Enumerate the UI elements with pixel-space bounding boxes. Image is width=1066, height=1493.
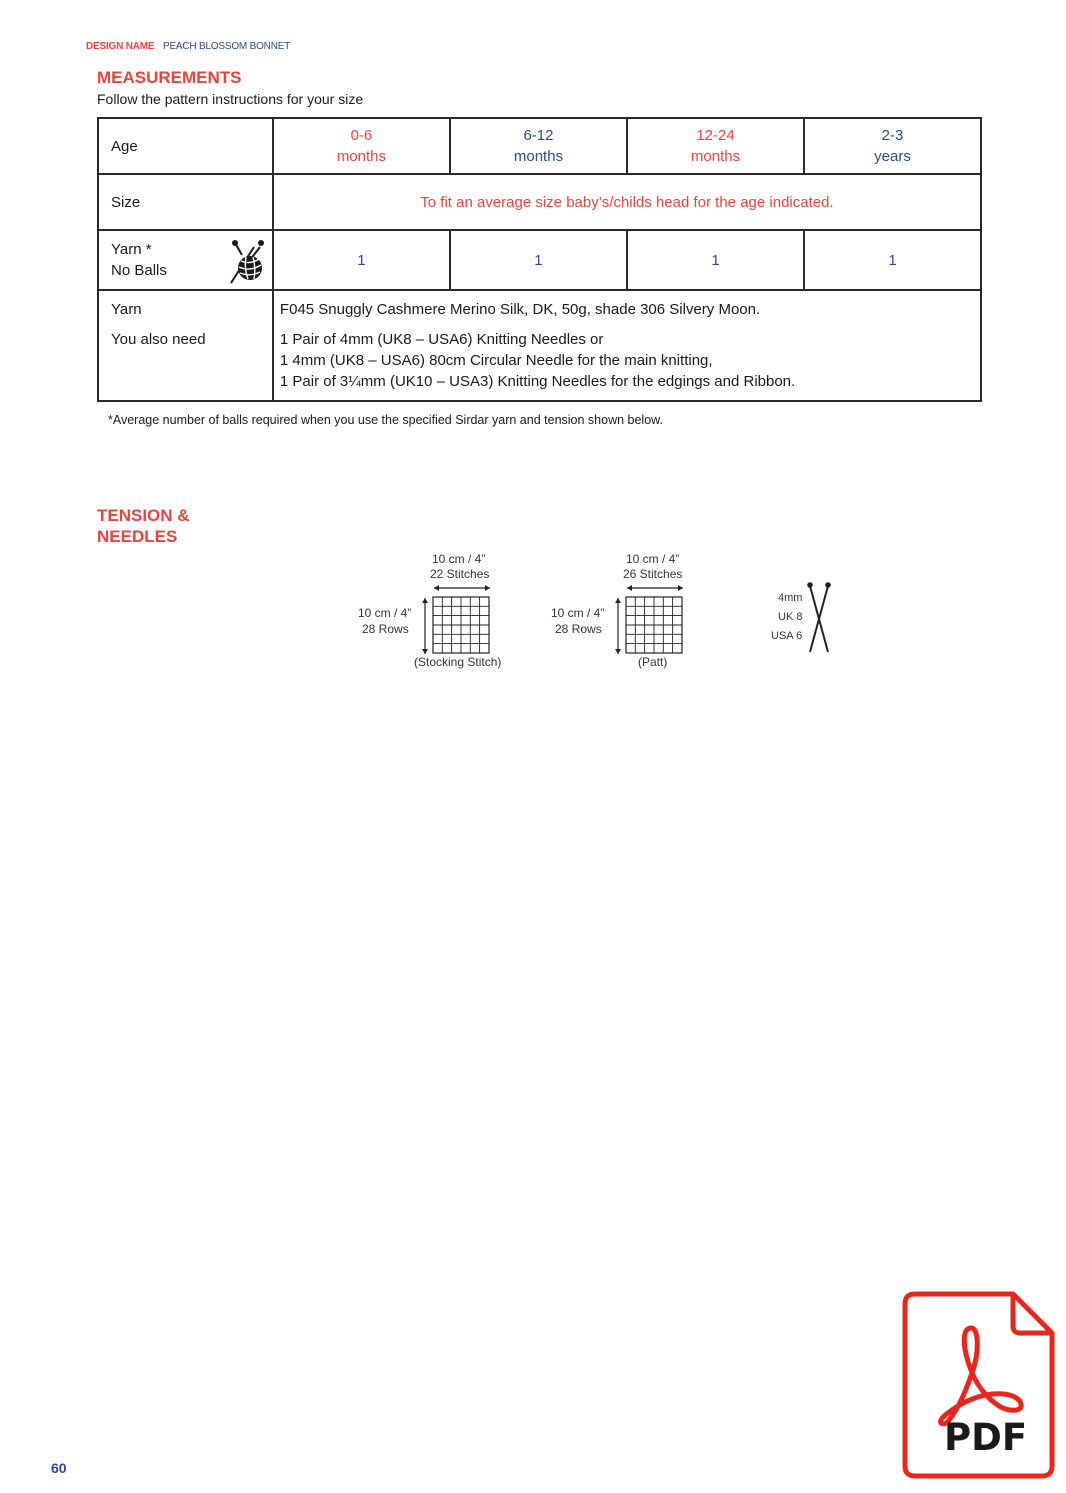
design-name-value: PEACH BLOSSOM BONNET [162, 41, 291, 52]
age-range: 6-12 [523, 127, 554, 144]
yarn-row-label: Yarn [111, 301, 142, 318]
tension-swatch-stocking [350, 550, 530, 675]
swatch-stitches: 22 Stitches [430, 567, 490, 581]
age-unit: months [336, 148, 387, 165]
design-name-line [86, 41, 290, 52]
swatch-rows: 28 Rows [362, 622, 409, 636]
balls-count: 1 [273, 230, 450, 290]
yarn-text: F045 Snuggly Cashmere Merino Silk, DK, 50g, shade 306 Silvery Moon. [279, 301, 761, 318]
needle-usa: USA 6 [771, 630, 803, 642]
measurements-title: MEASUREMENTS [97, 68, 242, 87]
swatch-grid-icon [613, 584, 685, 656]
footnote: *Average number of balls required when you use the specified Sirdar yarn and tension shown below. [108, 413, 663, 427]
tension-title [97, 505, 190, 547]
balls-count: 1 [450, 230, 627, 290]
yarn-label: Yarn * [111, 241, 152, 258]
swatch-stitches: 26 Stitches [623, 567, 683, 581]
swatch-caption: (Stocking Stitch) [414, 655, 502, 669]
yarn-balls-label-cell [98, 230, 273, 290]
also-need-line: 1 Pair of 3¼mm (UK10 – USA3) Knitting Needles for the edgings and Ribbon. [279, 373, 796, 390]
pdf-label: PDF [944, 1416, 1028, 1459]
age-label: Age [98, 118, 273, 174]
yarn-details-labels [98, 290, 273, 401]
age-cell [627, 118, 804, 174]
knitting-needles-icon [806, 580, 834, 656]
age-cell [273, 118, 450, 174]
age-unit: months [513, 148, 564, 165]
age-range: 0-6 [350, 127, 373, 144]
also-need-label: You also need [111, 331, 206, 348]
no-balls-label: No Balls [111, 262, 167, 279]
swatch-width-label: 10 cm / 4” [432, 552, 486, 566]
needle-uk: UK 8 [778, 611, 803, 623]
also-need-line: 1 Pair of 4mm (UK8 – USA6) Knitting Needles or [279, 331, 604, 348]
yarn-details-text [273, 290, 981, 401]
swatch-caption: (Patt) [638, 655, 668, 669]
balls-row [98, 230, 981, 290]
age-range: 2-3 [881, 127, 904, 144]
swatch-height-label: 10 cm / 4” [551, 606, 605, 620]
swatch-height-label: 10 cm / 4” [358, 606, 412, 620]
size-description: To fit an average size baby’s/childs head for the age indicated. [273, 174, 981, 230]
measurements-subtitle: Follow the pattern instructions for your size [97, 91, 364, 107]
also-need-line: 1 4mm (UK8 – USA6) 80cm Circular Needle for the main knitting, [279, 352, 713, 369]
age-unit: years [874, 148, 911, 165]
tension-title-line: NEEDLES [97, 527, 178, 546]
age-cell [450, 118, 627, 174]
tension-swatch-pattern [543, 550, 723, 675]
needle-size: 4mm [778, 592, 803, 604]
measurements-table [97, 117, 982, 402]
balls-count: 1 [804, 230, 981, 290]
yarn-details-row [98, 290, 981, 401]
age-cell [804, 118, 981, 174]
age-unit: months [690, 148, 741, 165]
yarn-ball-icon [228, 239, 268, 285]
size-row [98, 174, 981, 230]
design-name-label: DESIGN NAME [86, 41, 155, 52]
swatch-width-label: 10 cm / 4” [626, 552, 680, 566]
age-row [98, 118, 981, 174]
balls-count: 1 [627, 230, 804, 290]
age-range: 12-24 [696, 127, 735, 144]
swatch-rows: 28 Rows [555, 622, 602, 636]
size-label: Size [98, 174, 273, 230]
tension-title-line: TENSION & [97, 506, 190, 525]
page-number: 60 [51, 1460, 67, 1476]
swatch-grid-icon [420, 584, 492, 656]
